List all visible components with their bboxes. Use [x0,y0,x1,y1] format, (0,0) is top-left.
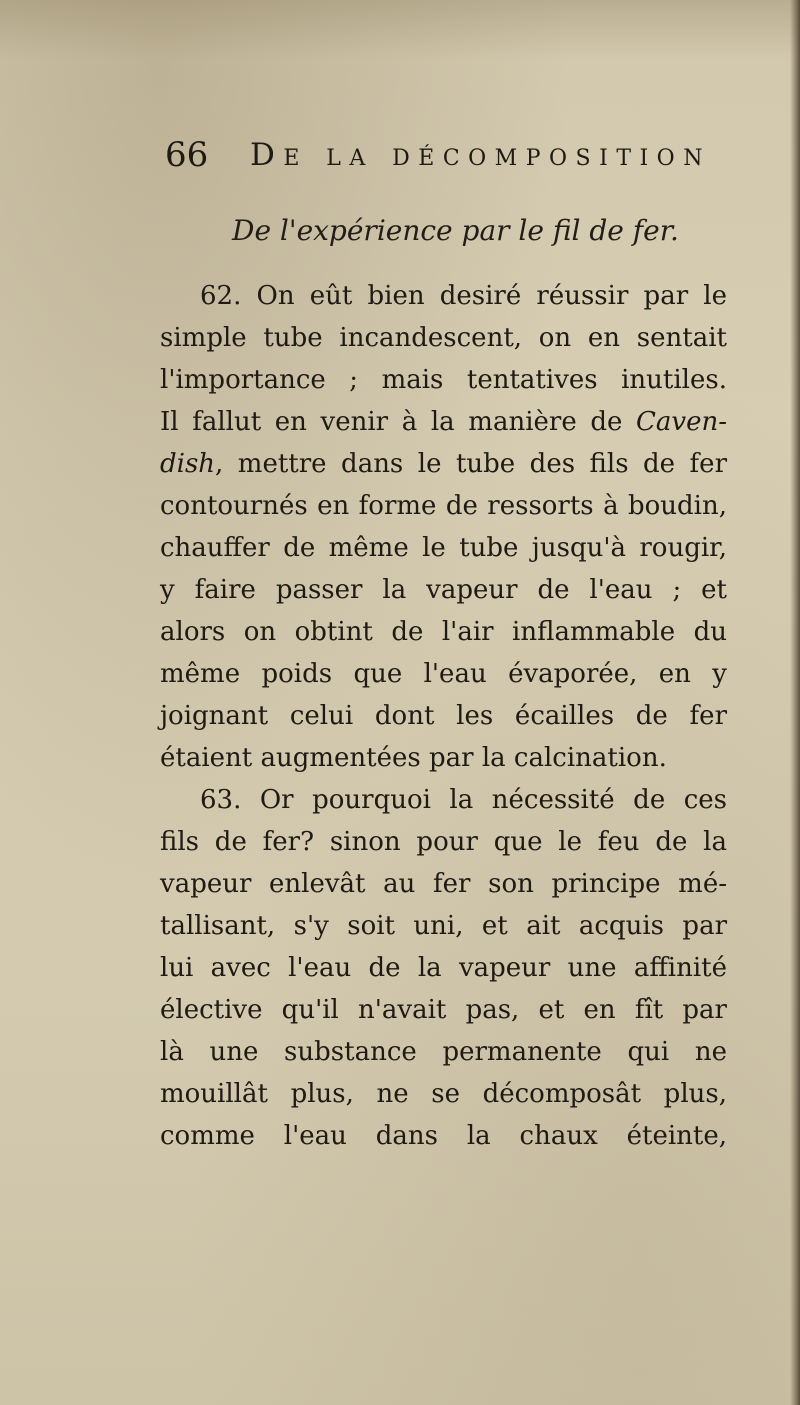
running-head: De la décomposition [250,137,711,173]
text-line: comme l'eau dans la chaux éteinte, [160,1121,727,1151]
text-line: joignant celui dont les écailles de fer [160,701,727,731]
text-line: 63. Or pourquoi la nécessité de ces [200,785,727,815]
text-line: chauffer de même le tube jusqu'à rougir, [160,533,727,563]
page-header [165,133,711,183]
text-line: tallisant, s'y soit uni, et ait acquis par [160,911,727,941]
text-line: alors on obtint de l'air inflammable du [160,617,727,647]
text-line: l'importance ; mais tentatives inutiles. [160,365,727,395]
page-binding-edge [790,0,800,1405]
text-line: 62. On eût bien desiré réussir par le [200,281,727,311]
text-line: mouillât plus, ne se décomposât plus, [160,1079,727,1109]
text-line: simple tube incandescent, on en sentait [160,323,727,353]
text-line: y faire passer la vapeur de l'eau ; et [160,575,727,605]
italic-name: Caven- [636,407,727,437]
text-line: même poids que l'eau évaporée, en y [160,659,727,689]
text-line: contournés en forme de ressorts à boudin, [160,491,727,521]
text-line: Il fallut en venir à la manière de Caven- [160,407,727,437]
italic-name: dish [160,449,216,479]
text-line: élective qu'il n'avait pas, et en fît par [160,995,727,1025]
text-line: étaient augmentées par la calcination. [160,743,667,773]
text-line: lui avec l'eau de la vapeur une affinité [160,953,727,983]
text-line: là une substance permanente qui ne [160,1037,727,1067]
text-line: vapeur enlevât au fer son principe mé- [160,869,727,899]
text-line: fils de fer? sinon pour que le feu de la [160,827,727,857]
text-line: dish, mettre dans le tube des fils de fer [160,449,727,479]
section-subheading: De l'expérience par le fil de fer. [232,214,679,247]
page-top-shading [0,0,800,60]
page-number: 66 [165,135,209,175]
